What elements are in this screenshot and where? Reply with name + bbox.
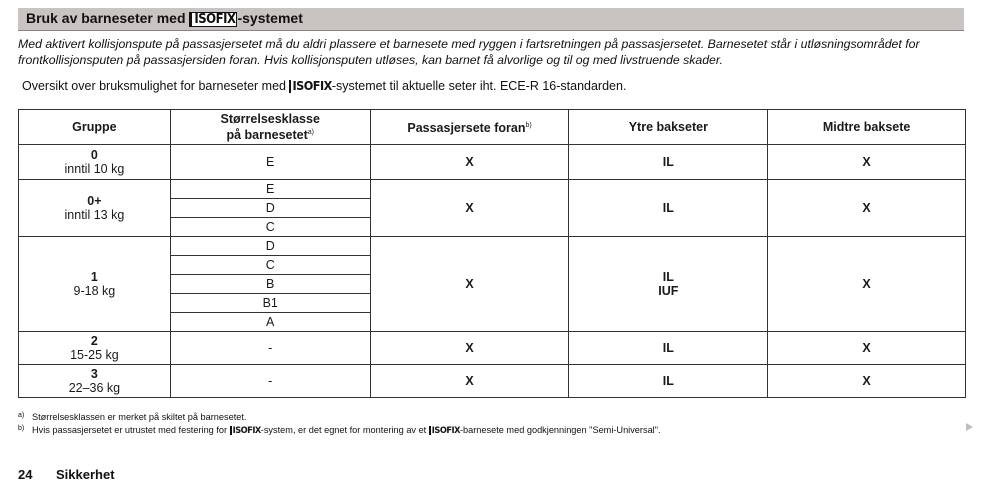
group-cell: 0+ inntil 13 kg bbox=[19, 180, 171, 237]
section-name: Sikkerhet bbox=[56, 467, 115, 482]
table-row bbox=[19, 145, 966, 180]
header-middle-rear: Midtre baksete bbox=[768, 110, 966, 145]
table-row bbox=[19, 237, 966, 256]
child-seat-table bbox=[18, 109, 966, 398]
front-seat-cell: X bbox=[370, 237, 569, 332]
next-page-arrow-icon bbox=[966, 423, 973, 431]
header-outer-rear: Ytre bakseter bbox=[569, 110, 768, 145]
isofix-logo: ISOFIX bbox=[289, 80, 331, 93]
section-header bbox=[18, 8, 964, 31]
size-class-cell: D bbox=[170, 199, 370, 218]
section-title: Bruk av barneseter med ISOFIX -systemet bbox=[26, 10, 303, 27]
warning-paragraph: Med aktivert kollisjonspute på passasjersetet må du aldri plassere et barnesete med ryggen i fartsretningen på passasjersetet. Barnesetet står i utløsningsområdet for frontkollisjonsputen på passasjersiden foran. Hvis kollisjonsputen utløses, kan barnet få alvorlige og til og med livstruende skader. bbox=[18, 37, 920, 67]
header-size-class: Størrelsesklasse på barnesetet$^{a)}$ bbox=[170, 110, 370, 145]
outer-seat-cell: IL bbox=[569, 365, 768, 398]
group-cell: 2 15-25 kg bbox=[19, 332, 171, 365]
size-class-cell: D bbox=[170, 237, 370, 256]
middle-seat-cell: X bbox=[768, 145, 966, 180]
front-seat-cell: X bbox=[370, 365, 569, 398]
outer-seat-cell: IL bbox=[569, 180, 768, 237]
size-class-cell: A bbox=[170, 313, 370, 332]
size-class-cell: B1 bbox=[170, 294, 370, 313]
middle-seat-cell: X bbox=[768, 365, 966, 398]
front-seat-cell: X bbox=[370, 145, 569, 180]
overview-text: Oversikt over bruksmulighet for barneseter med ISOFIX-systemet til aktuelle seter iht. ECE-R 16-standarden. bbox=[22, 78, 627, 93]
size-class-cell: E bbox=[170, 145, 370, 180]
header-front-seat: Passasjersete foran$^{b)}$ bbox=[370, 110, 569, 145]
size-class-cell: B bbox=[170, 275, 370, 294]
footnote-b: b) Hvis passasjersetet er utrustet med festering for ISOFIX-system, er det egnet for montering av et ISOFIX-barnesete med godkjenningen "Semi-Universal". bbox=[18, 425, 661, 436]
group-cell: 1 9-18 kg bbox=[19, 237, 171, 332]
middle-seat-cell: X bbox=[768, 180, 966, 237]
isofix-logo: ISOFIX bbox=[230, 426, 261, 435]
middle-seat-cell: X bbox=[768, 237, 966, 332]
outer-seat-cell: IL IUF bbox=[569, 237, 768, 332]
table-row bbox=[19, 332, 966, 365]
isofix-logo: ISOFIX bbox=[189, 12, 237, 27]
table-row bbox=[19, 365, 966, 398]
size-class-cell: C bbox=[170, 256, 370, 275]
size-class-cell: C bbox=[170, 218, 370, 237]
table-row bbox=[19, 180, 966, 199]
header-group: Gruppe bbox=[19, 110, 171, 145]
middle-seat-cell: X bbox=[768, 332, 966, 365]
group-cell: 3 22–36 kg bbox=[19, 365, 171, 398]
page-number: 24 bbox=[18, 467, 33, 482]
size-class-cell: - bbox=[170, 365, 370, 398]
isofix-logo: ISOFIX bbox=[429, 426, 460, 435]
group-cell: 0 inntil 10 kg bbox=[19, 145, 171, 180]
front-seat-cell: X bbox=[370, 332, 569, 365]
size-class-cell: - bbox=[170, 332, 370, 365]
outer-seat-cell: IL bbox=[569, 332, 768, 365]
outer-seat-cell: IL bbox=[569, 145, 768, 180]
page-footer bbox=[18, 467, 115, 482]
footnote-a: a) Størrelsesklassen er merket på skiltet på barnesetet. bbox=[18, 412, 247, 422]
front-seat-cell: X bbox=[370, 180, 569, 237]
size-class-cell: E bbox=[170, 180, 370, 199]
